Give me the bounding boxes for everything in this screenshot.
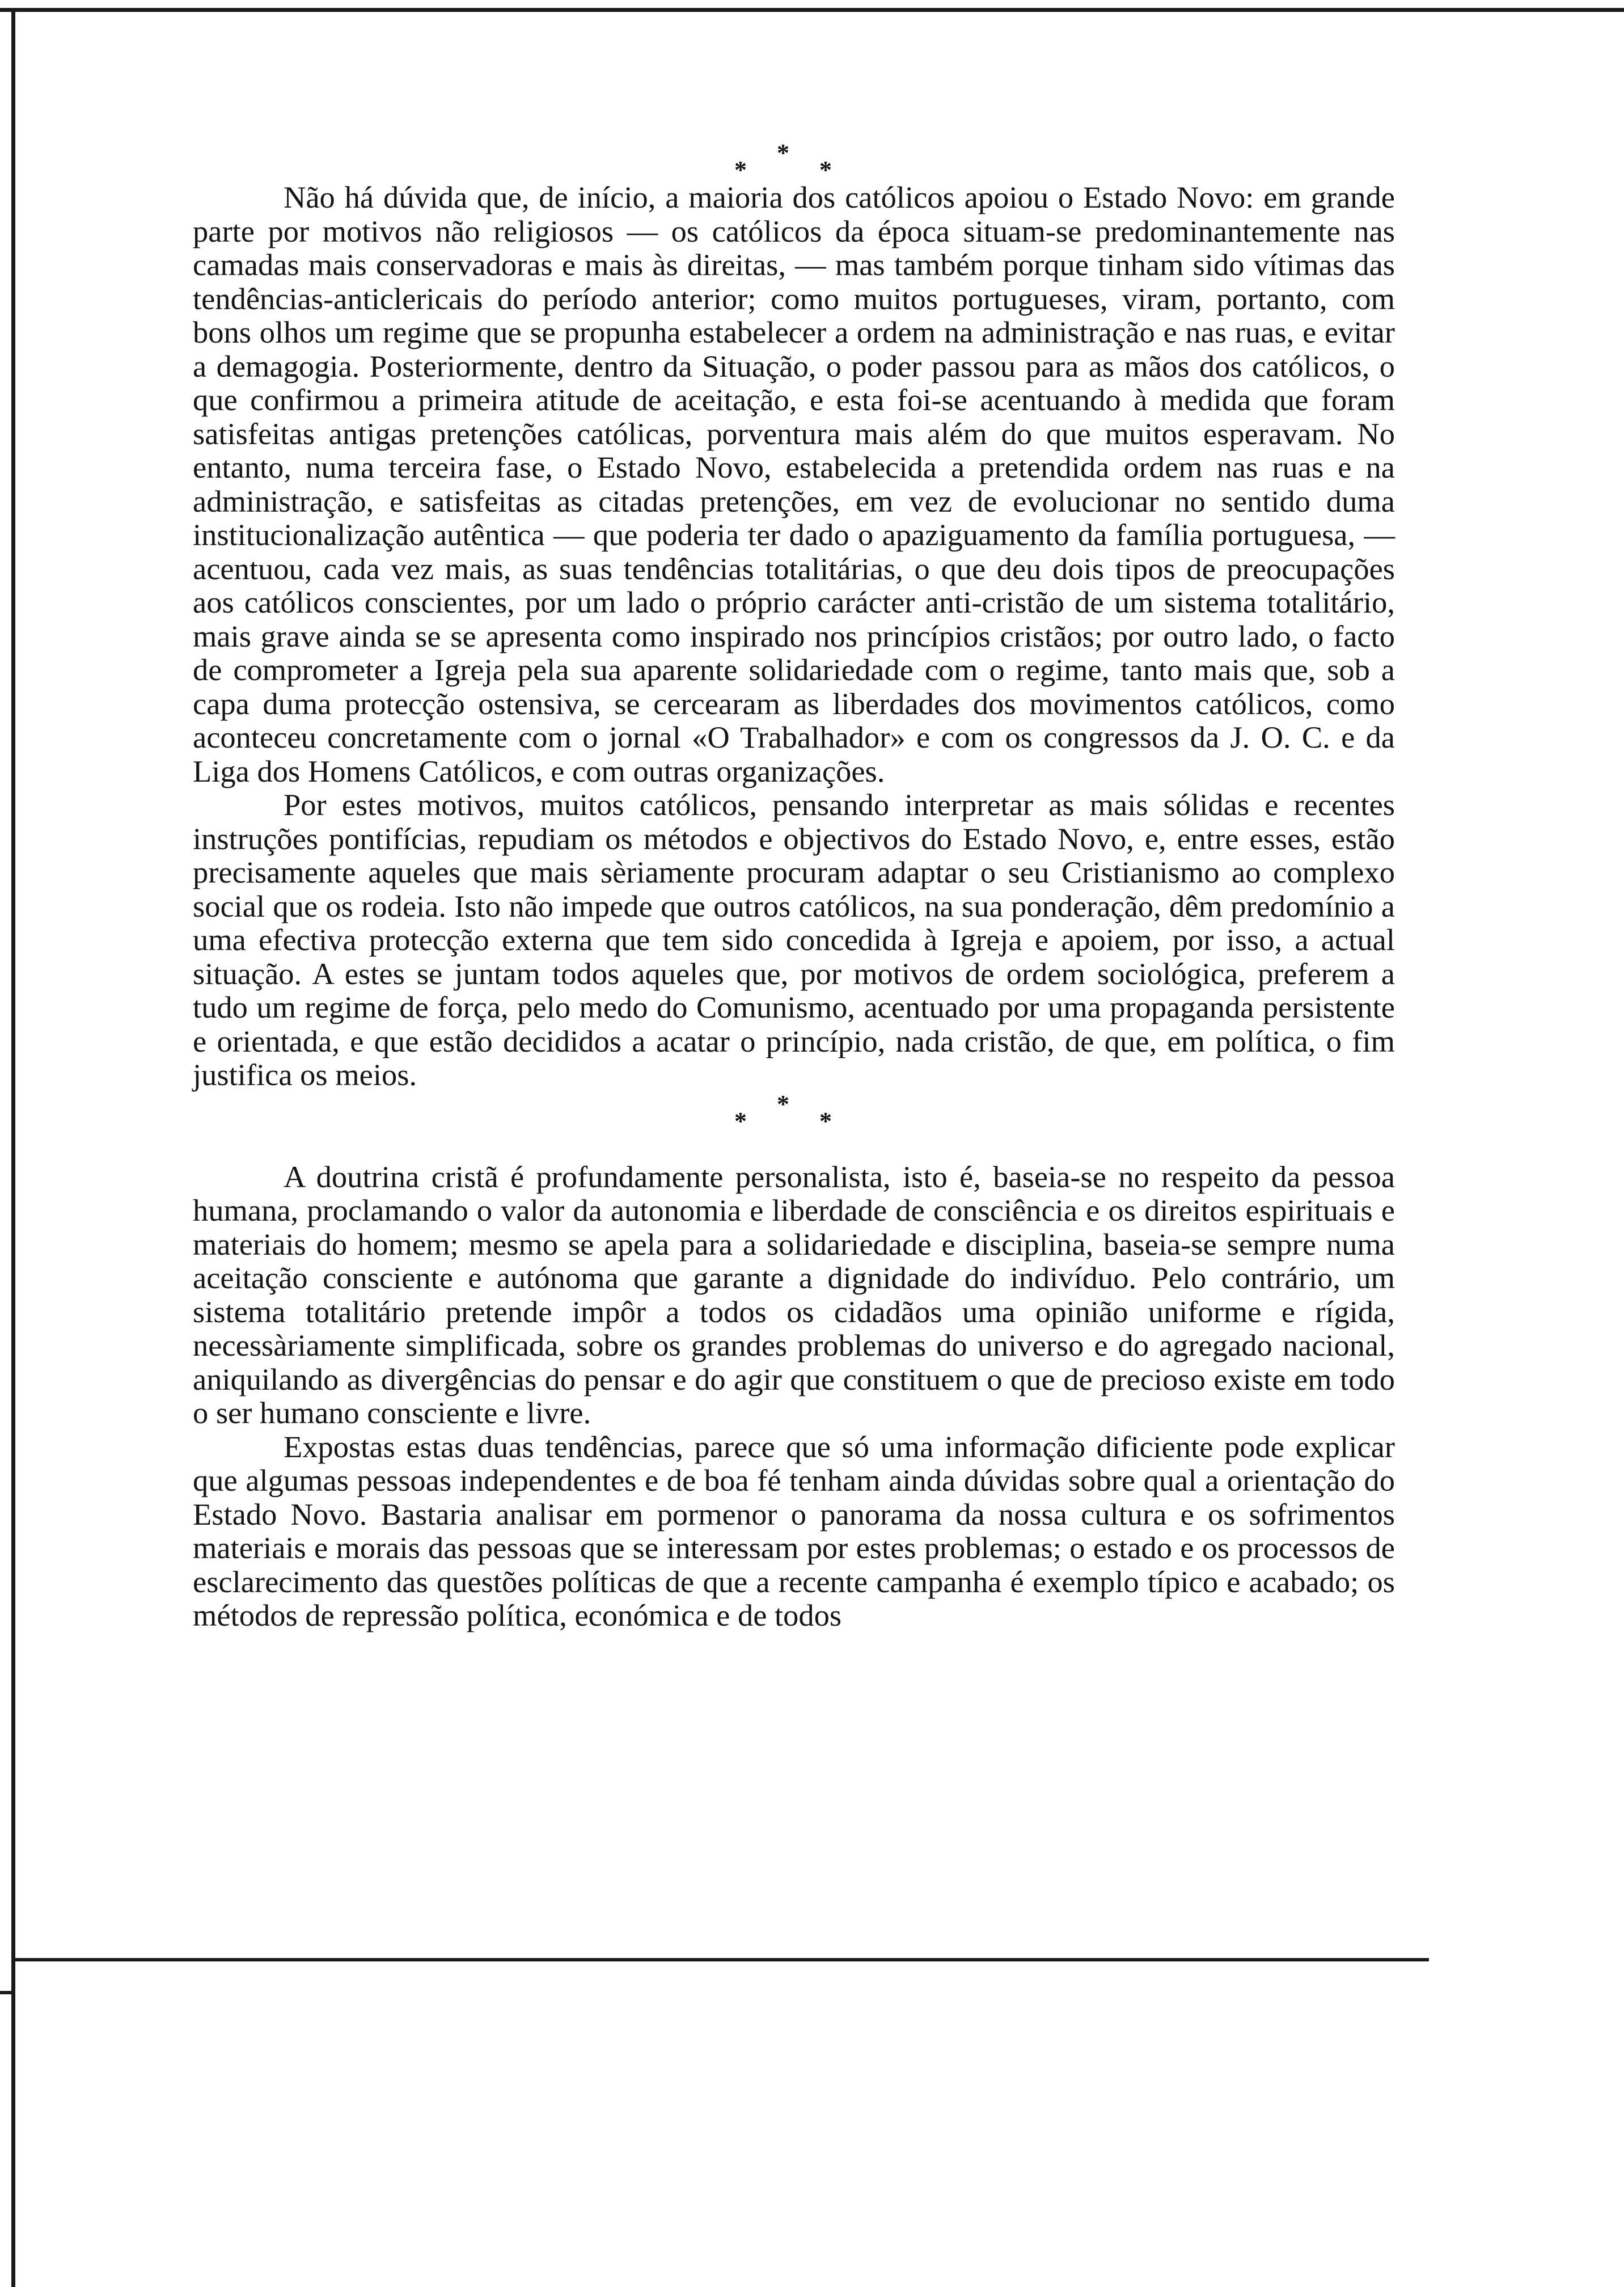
paragraph: Expostas estas duas tendências, parece que só uma informação dificiente pode explicar que algumas pessoas independentes e de boa fé tenham ainda dúvidas sobre qual a orientação do Estado Novo. Bastaria analisar em pormenor o panorama da nossa cultura e os sofrimentos materiais e morais das pessoas que se interessam por estes problemas; o estado e os processos de esclarecimento das questões políticas de que a recente campanha é exemplo típico e acabado; os métodos de repressão política, económica e de todos [193,1429,1395,1632]
asterism-star: * [734,156,747,184]
scan-border-tick [0,1991,15,1994]
paragraph: A doutrina cristã é profundamente personalista, isto é, baseia-se no respeito da pessoa humana, proclamando o valor da autonomia e liberdade de consciência e os direitos espirituais e materiais do homem; mesmo se apela para a solidariedade e disciplina, baseia-se sempre numa aceitação consciente e autónoma que garante a dignidade do indivíduo. Pelo contrário, um sistema totalitário pretende impôr a todos os cidadãos uma opinião uniforme e rígida, necessàriamente simplificada, sobre os grandes problemas do universo e do agregado nacional, aniquilando as divergências do pensar e do agir que constituem o que de precioso existe em todo o ser humano consciente e livre. [193,1159,1395,1430]
scan-border-top [0,8,1624,12]
section-gap [193,1132,1395,1160]
asterism-star: * [734,1107,747,1135]
asterism-star: * [777,139,789,167]
scan-border-bottom [11,1958,1429,1961]
asterism-star: * [819,1107,832,1135]
paragraph: Por estes motivos, muitos católicos, pensando interpretar as mais sólidas e recentes instruções pontifícias, repudiam os métodos e objectivos do Estado Novo, e, entre esses, estão precisamente aqueles que mais sèriamente procuram adaptar o seu Cristianismo ao complexo social que os rodeia. Isto não impede que outros católicos, na sua ponderação, dêm predomínio a uma efectiva protecção externa que tem sido concedida à Igreja e apoiem, por isso, a actual situação. A estes se juntam todos aqueles que, por motivos de ordem sociológica, preferem a tudo um regime de força, pelo medo do Comunismo, acentuado por uma propaganda persistente e orientada, e que estão decididos a acatar o princípio, nada cristão, de que, em política, o fim justifica os meios. [193,787,1395,1092]
paragraph: Não há dúvida que, de início, a maioria dos católicos apoiou o Estado Novo: em grande parte por motivos não religiosos — os católicos da época situam-se predominantemente nas camadas mais conservadoras e mais às direitas, — mas também porque tinham sido vítimas das tendências-anticlericais do período anterior; como muitos portugueses, viram, portanto, com bons olhos um regime que se propunha estabelecer a ordem na administração e nas ruas, e evitar a demagogia. Posteriormente, dentro da Situação, o poder passou para as mãos dos católicos, o que confirmou a primeira atitude de aceitação, e esta foi-se acentuando à medida que foram satisfeitas antigas pretenções católicas, porventura mais além do que muitos esperavam. No entanto, numa terceira fase, o Estado Novo, estabelecida a pretendida ordem nas ruas e na administração, e satisfeitas as citadas pretenções, em vez de evolucionar no sentido duma institucionalização autêntica — que poderia ter dado o apaziguamento da família portuguesa, — acentuou, cada vez mais, as suas tendências totalitárias, o que deu dois tipos de preocupações aos católicos conscientes, por um lado o próprio carácter anti-cristão de um sistema totalitário, mais grave ainda se se apresenta como inspirado nos princípios cristãos; por outro lado, o facto de comprometer a Igreja pela sua aparente solidariedade com o regime, tanto mais que, sob a capa duma protecção ostensiva, se cercearam as liberdades dos movimentos católicos, como aconteceu concretamente com o jornal «O Trabalhador» e com os congressos da J. O. C. e da Liga dos Homens Católicos, e com outras organizações. [193,180,1395,788]
asterism-star: * [777,1090,789,1118]
scan-border-left [11,8,15,2287]
article-text [193,141,1395,1632]
section-separator-asterism [193,139,1395,184]
section-separator-asterism [193,1090,1395,1135]
asterism-star: * [819,156,832,184]
